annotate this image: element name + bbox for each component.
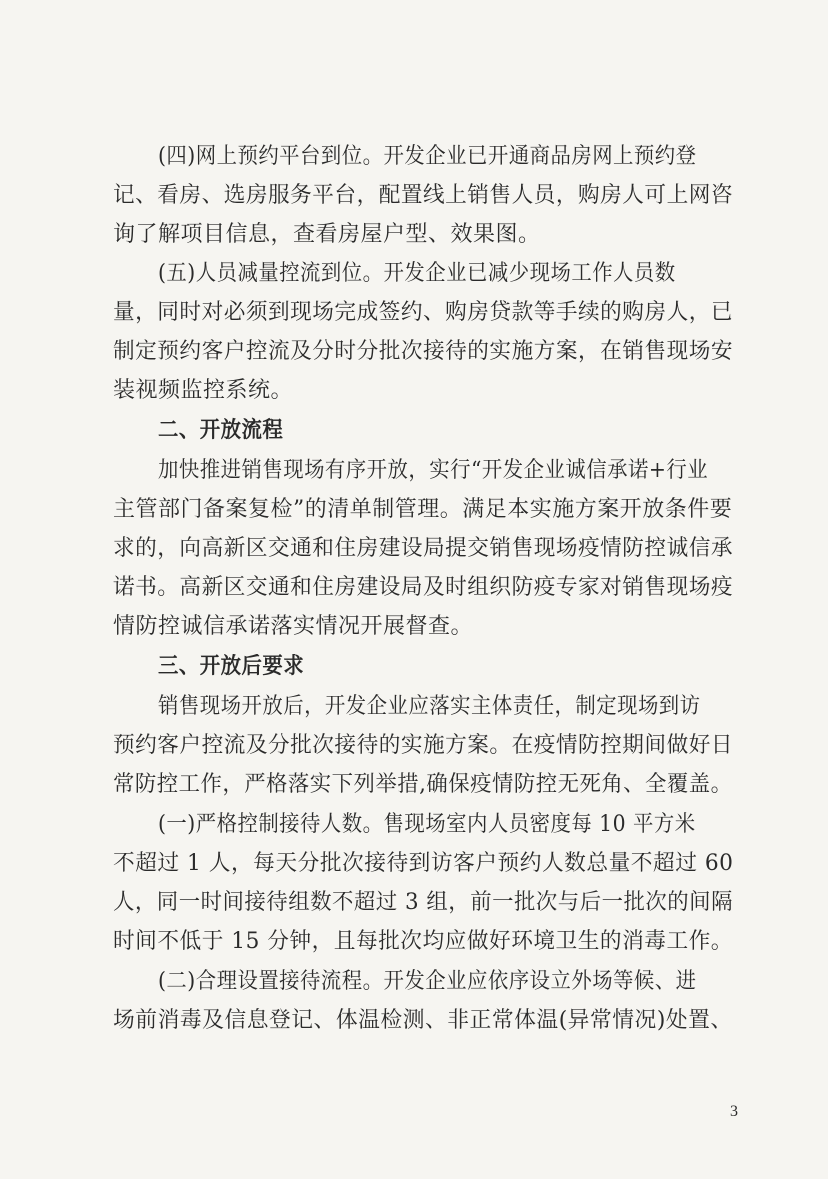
text-line: 预约客户控流及分批次接待的实施方案。在疫情防控期间做好日	[113, 733, 734, 758]
text-line: (五)人员减量控流到位。开发企业已减少现场工作人员数	[158, 261, 676, 286]
text-line: (二)合理设置接待流程。开发企业应依序设立外场等候、进	[158, 969, 697, 994]
text-line: 场前消毒及信息登记、体温检测、非正常体温(异常情况)处置、	[113, 1008, 733, 1033]
text-line: 求的，向高新区交通和住房建设局提交销售现场疫情防控诚信承	[113, 536, 734, 561]
text-line: 主管部门备案复检”的清单制管理。满足本实施方案开放条件要	[113, 497, 733, 522]
text-line: 加快推进销售现场有序开放，实行“开发企业诚信承诺+行业	[158, 458, 709, 483]
text-line: 销售现场开放后，开发企业应落实主体责任，制定现场到访	[158, 694, 701, 719]
text-line: 记、看房、选房服务平台，配置线上销售人员，购房人可上网咨	[113, 183, 734, 208]
text-line: 时间不低于 15 分钟，且每批次均应做好环境卫生的消毒工作。	[113, 929, 733, 954]
text-line: (四)网上预约平台到位。开发企业已开通商品房网上预约登	[158, 144, 697, 169]
text-line: 量，同时对必须到现场完成签约、购房贷款等手续的购房人，已	[113, 300, 734, 325]
text-line: 不超过 1 人，每天分批次接待到访客户预约人数总量不超过 60	[113, 851, 734, 876]
text-line: 人，同一时间接待组数不超过 3 组，前一批次与后一批次的间隔	[113, 890, 733, 915]
text-line: (一)严格控制接待人数。售现场室内人员密度每 10 平方米	[158, 812, 696, 837]
text-line: 装视频监控系统。	[113, 378, 294, 403]
text-line: 诺书。高新区交通和住房建设局及时组织防疫专家对销售现场疫	[113, 575, 734, 600]
text-line: 制定预约客户控流及分时分批次接待的实施方案，在销售现场安	[113, 339, 734, 364]
page-number: 3	[730, 1103, 738, 1120]
text-line: 常防控工作，严格落实下列举措,确保疫情防控无死角、全覆盖。	[113, 772, 733, 797]
text-line: 询了解项目信息，查看房屋户型、效果图。	[113, 222, 541, 247]
text-line: 情防控诚信承诺落实情况开展督查。	[113, 614, 474, 639]
section-heading: 三、开放后要求	[158, 654, 305, 679]
section-heading: 二、开放流程	[158, 418, 284, 443]
